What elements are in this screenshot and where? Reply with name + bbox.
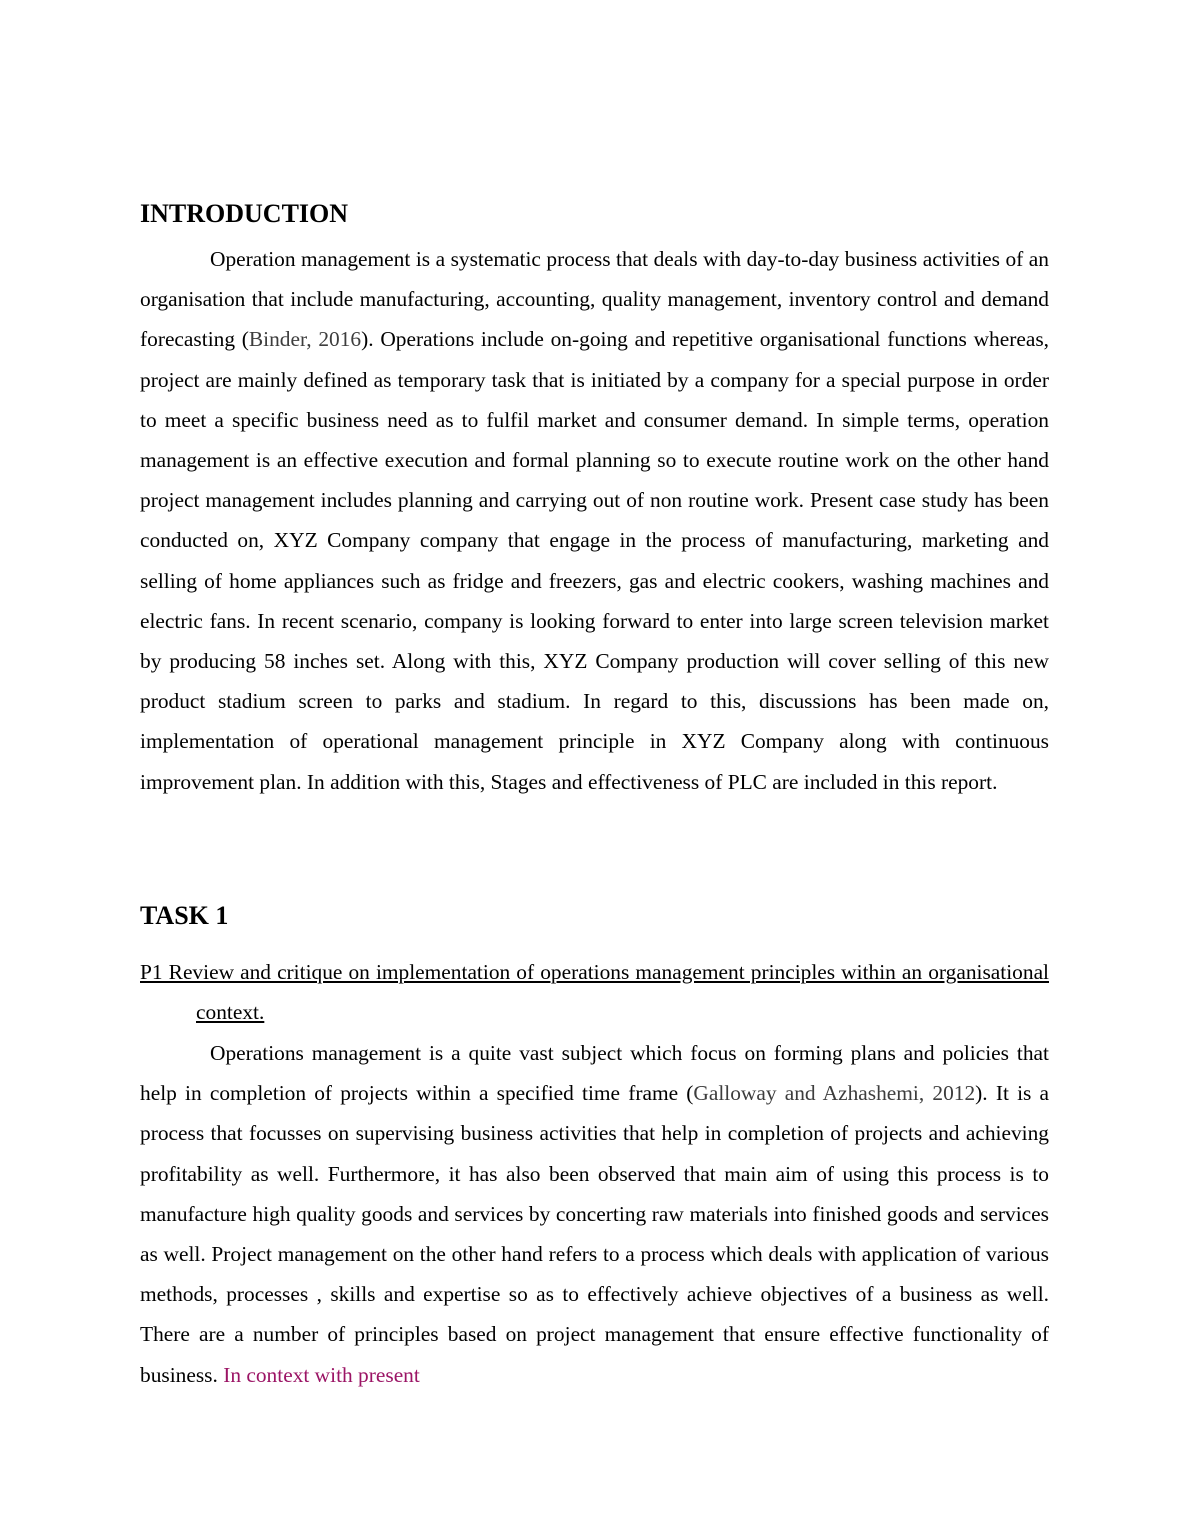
p1-subheading: P1 Review and critique on implementation of operations management principles within an organisational context.: [140, 960, 1049, 1025]
task1-text-rest: ). It is a process that focusses on supervising business activities that help in completion of projects and achieving profitability as well. Furthermore, it has also been observed that main aim of using this process is to manufacture high quality goods and services by concerting raw materials into finished goods and services as well. Project management on the other hand refers to a process which deals with application of various methods, processes , skills and expertise so as to effectively achieve objectives of a business as well. There are a number of principles based on project management that ensure effective functionality of business.: [140, 1081, 1050, 1387]
task1-paragraph: [140, 1033, 1049, 1395]
citation-binder-2016: Binder, 2016: [248, 327, 362, 352]
citation-galloway-azhashemi-2012: Galloway and Azhashemi, 2012: [693, 1081, 976, 1106]
task1-text-start: Operations management is a quite vast subject which focus on forming plans and policies that help in completion of projects within a specified time frame (: [140, 1041, 1049, 1106]
highlighted-text: In context with present: [223, 1362, 420, 1387]
introduction-paragraph: [140, 239, 1049, 802]
intro-text-start: Operation management is a systematic process that deals with day-to-day business activities of an organisation that include manufacturing, accounting, quality management, inventory control and demand forecasting (: [140, 247, 1049, 352]
task1-heading: TASK 1: [140, 901, 229, 930]
introduction-heading: INTRODUCTION: [140, 199, 349, 228]
intro-text-rest: ). Operations include on-going and repetitive organisational functions whereas, project are mainly defined as temporary task that is initiated by a company for a special purpose in order to meet a specific business need as to fulfil market and consumer demand. In simple terms, operation management is an effective execution and formal planning so to execute routine work on the other hand project management includes planning and carrying out of non routine work. Present case study has been conducted on, XYZ Company company that engage in the process of manufacturing, marketing and selling of home appliances such as fridge and freezers, gas and electric cookers, washing machines and electric fans. In recent scenario, company is looking forward to enter into large screen television market by producing 58 inches set. Along with this, XYZ Company production will cover selling of this new product stadium screen to parks and stadium. In regard to this, discussions has been made on, implementation of operational management principle in XYZ Company along with continuous improvement plan. In addition with this, Stages and effectiveness of PLC are included in this report.: [140, 327, 1049, 794]
